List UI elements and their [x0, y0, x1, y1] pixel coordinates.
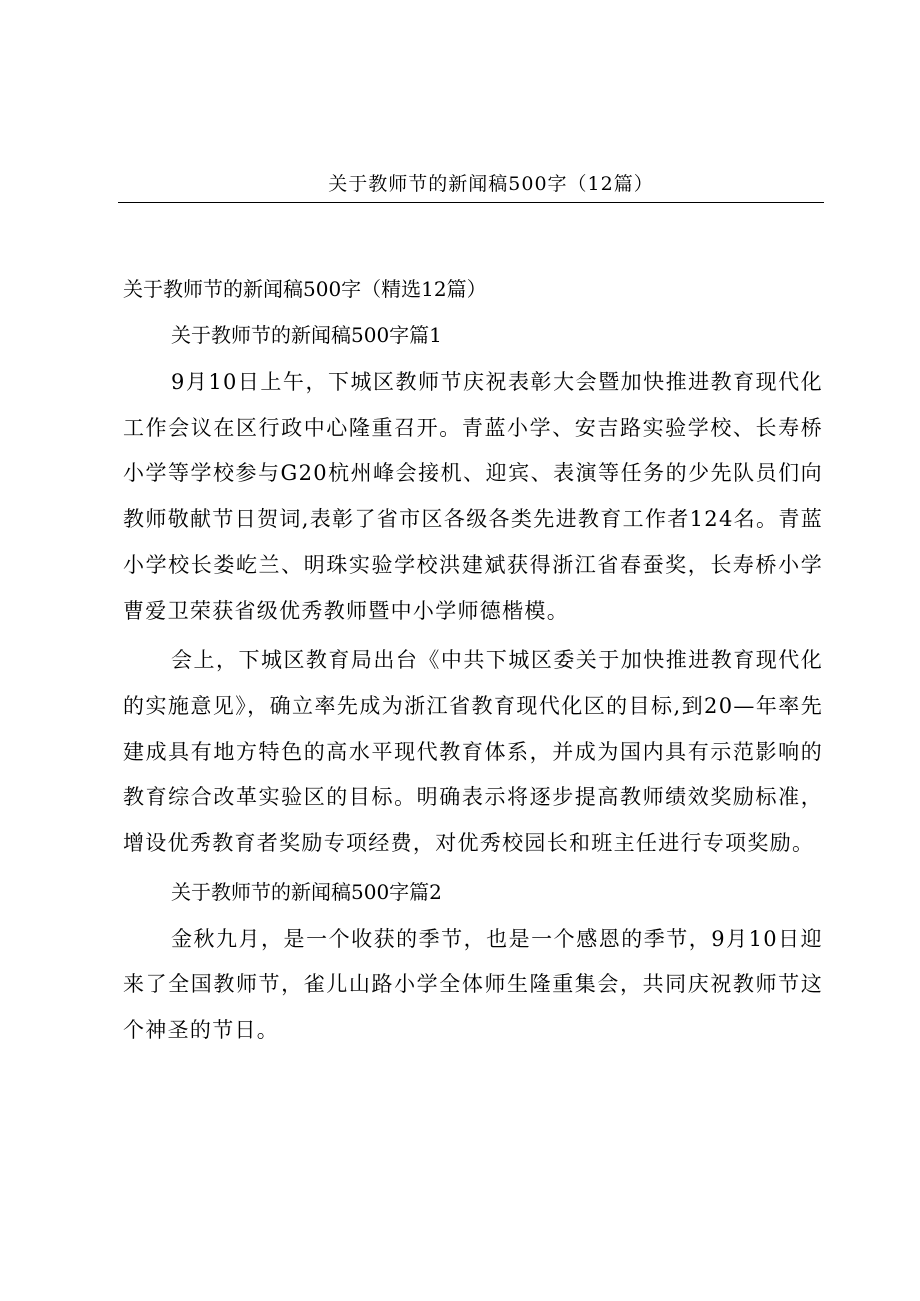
section-2-paragraph-1: 金秋九月，是一个收获的季节，也是一个感恩的季节，9月10日迎来了全国教师节，雀儿山路小学全体师生隆重集会，共同庆祝教师节这个神圣的节日。: [123, 926, 823, 1043]
page-header: [118, 170, 824, 203]
section-1-paragraph-1: 9月10日上午，下城区教师节庆祝表彰大会暨加快推进教育现代化工作会议在区行政中心隆重召开。青蓝小学、安吉路实验学校、长寿桥小学等学校参与G20杭州峰会接机、迎宾、表演等任务的少先队员们向教师敬献节日贺词,表彰了省市区各级各类先进教育工作者124名。青蓝小学校长娄屹兰、明珠实验学校洪建斌获得浙江省春蚕奖，长寿桥小学曹爱卫荣获省级优秀教师暨中小学师德楷模。: [123, 370, 823, 623]
header-title: 关于教师节的新闻稿500字（12篇）: [328, 173, 654, 195]
section-heading-1: 关于教师节的新闻稿500字篇1: [171, 323, 442, 347]
document-body: [123, 268, 823, 1058]
document-title: 关于教师节的新闻稿500字（精选12篇）: [123, 277, 487, 301]
section-1-paragraph-2: 会上，下城区教育局出台《中共下城区委关于加快推进教育现代化的实施意见》，确立率先成为浙江省教育现代化区的目标,到20—年率先建成具有地方特色的高水平现代教育体系，并成为国内具有示范影响的教育综合改革实验区的目标。明确表示将逐步提高教师绩效奖励标准，增设优秀教育者奖励专项经费，对优秀校园长和班主任进行专项奖励。: [123, 648, 823, 856]
section-heading-2: 关于教师节的新闻稿500字篇2: [171, 879, 442, 904]
